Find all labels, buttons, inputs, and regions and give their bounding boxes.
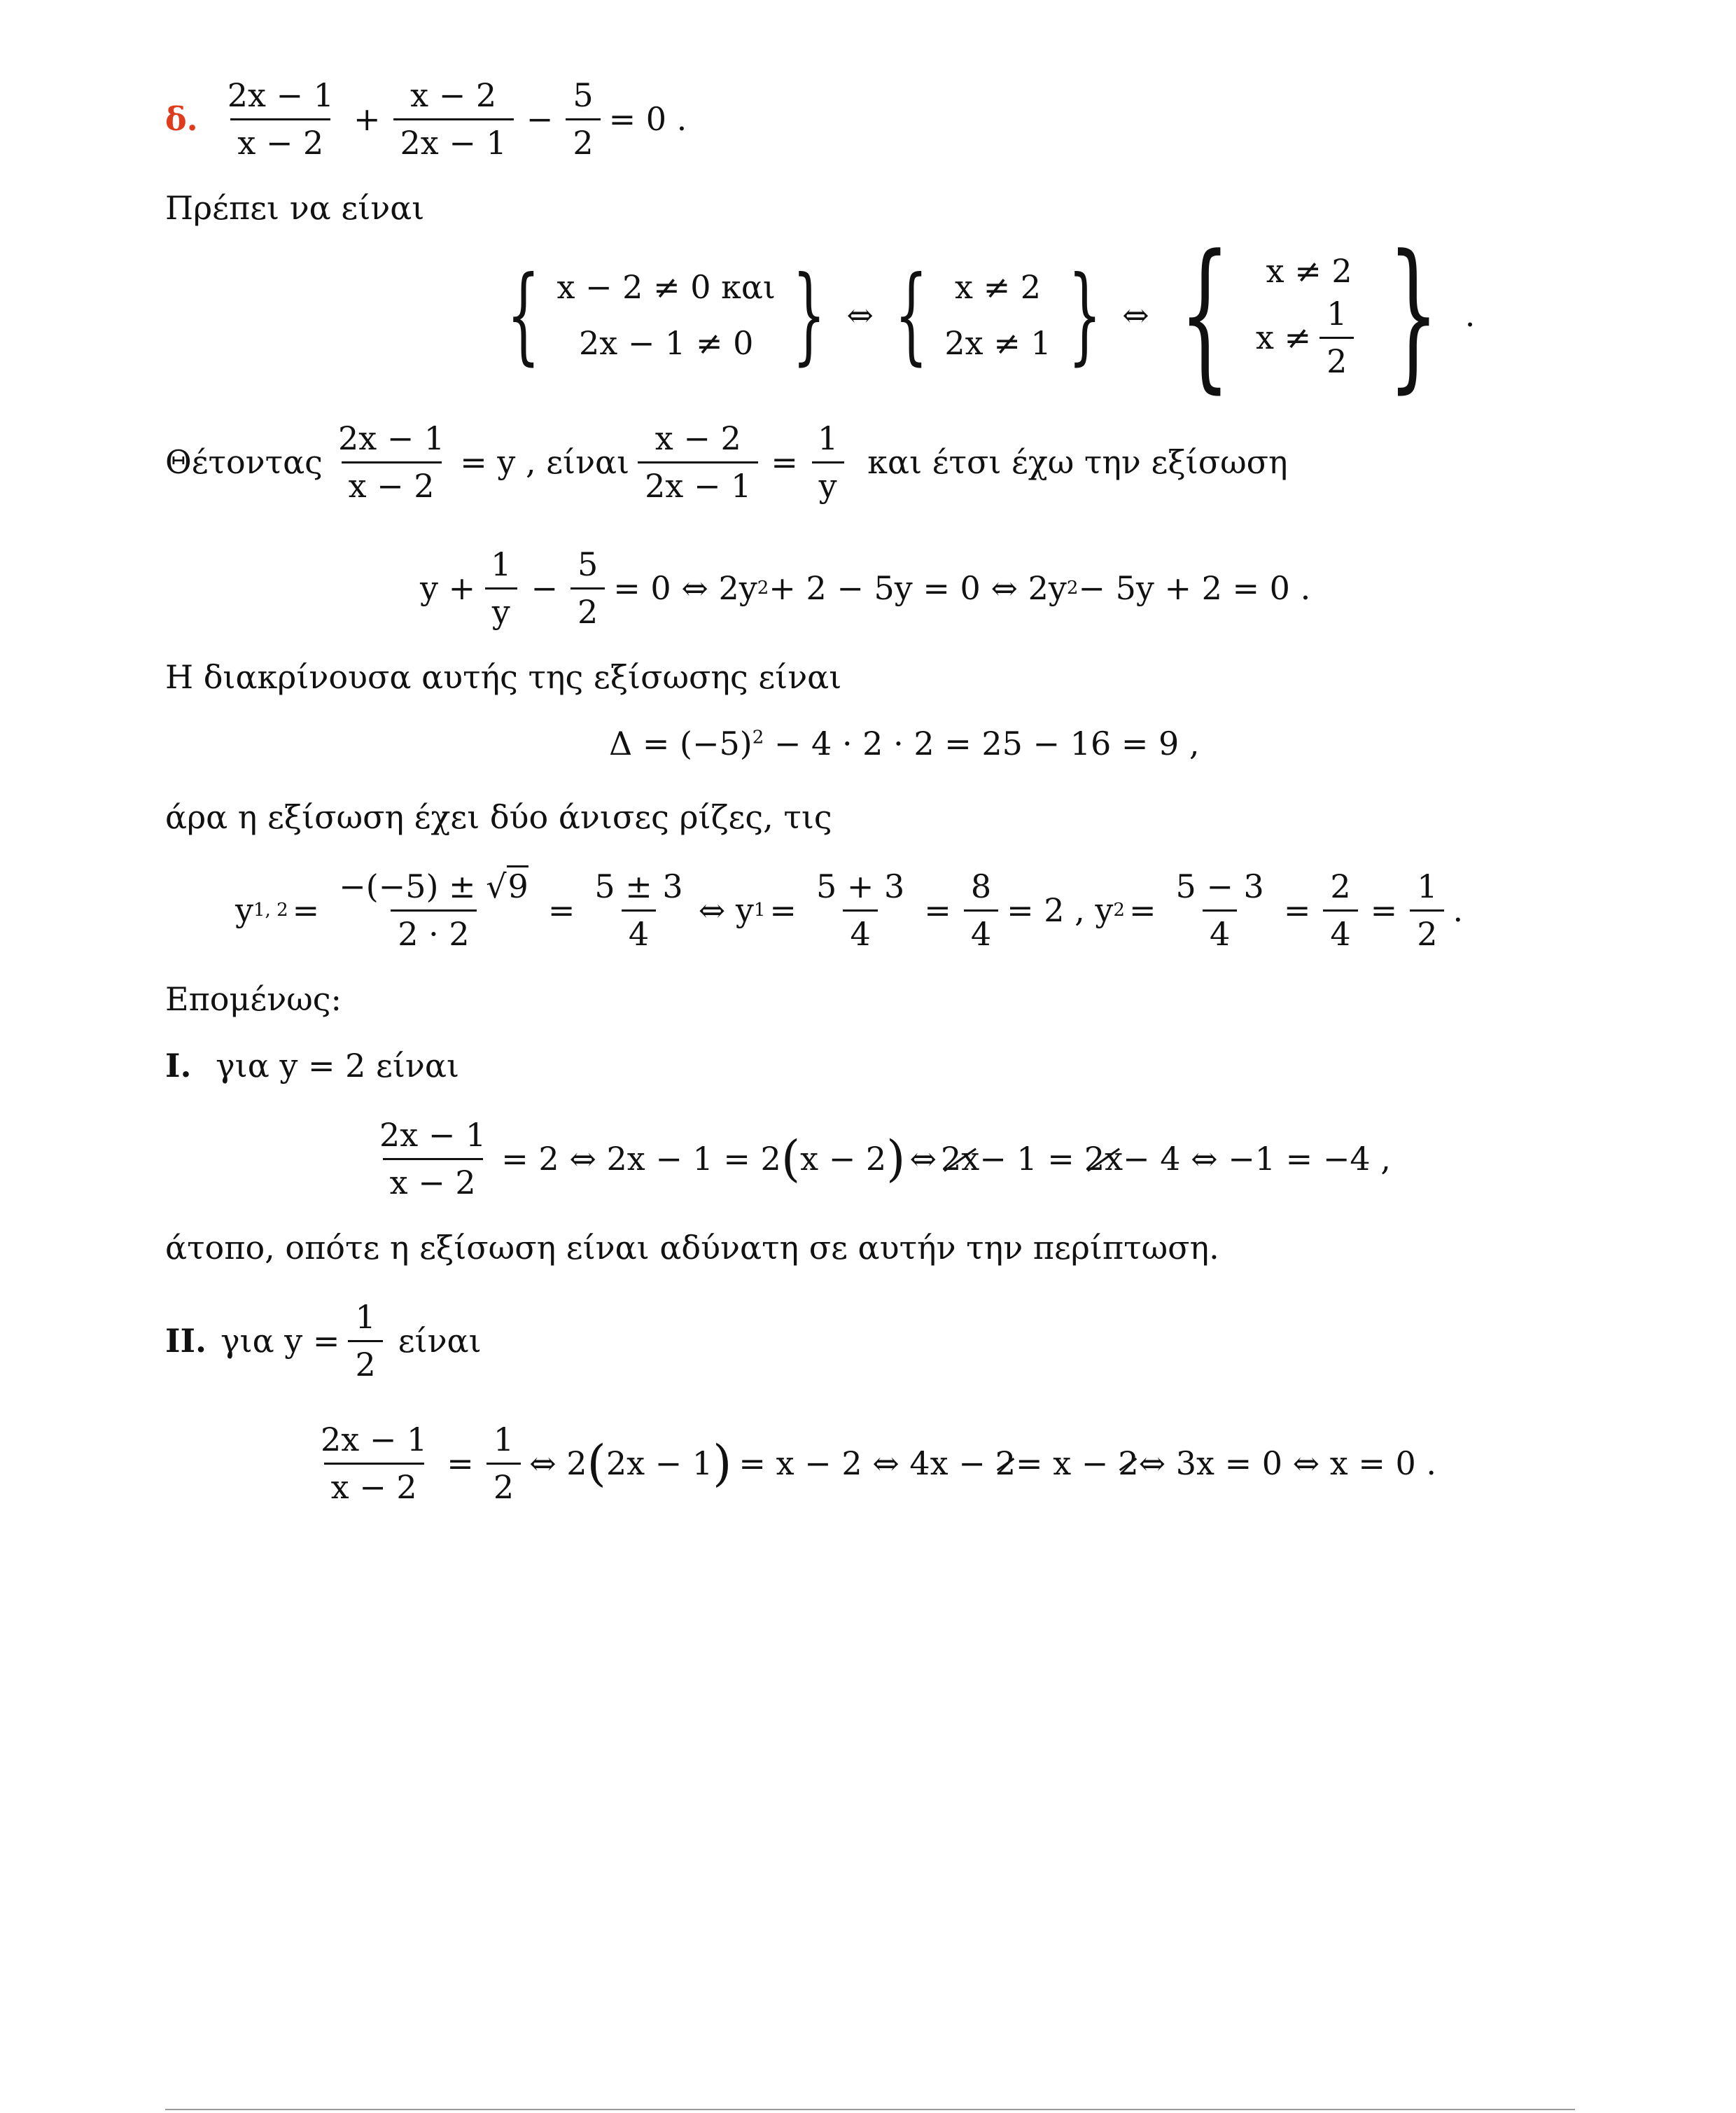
- case-2-equation: $\frac{2x - 1}{x - 2}$ = $\frac{1}{2}$ ⇔ 2 ( 2x − 1 ) = x − 2 ⇔ 4x − 2 = x − 2 ⇔ 3x = 0 ⇔ x = 0 .: [321, 1421, 1437, 1506]
- text-roots: άρα η εξίσωση έχει δύο άνισες ρίζες, τις: [165, 798, 832, 836]
- case-2-heading: II. για y = $\frac{1}{2}$ είναι: [165, 1298, 482, 1383]
- discriminant-formula: $\Delta = (-5)^2 - 4 \cdot 2 \cdot 2 = 25 - 16 = 9$ ,: [609, 725, 1200, 762]
- quadratic-equation: y + $\frac{1}{y}$ − $\frac{5}{2}$ = 0 ⇔ 2y 2 + 2 − 5y = 0 ⇔ 2y 2 − 5y + 2 = 0 .: [420, 545, 1311, 631]
- cancelled-term: 2x: [940, 1140, 980, 1178]
- text-absurd: άτοπο, οπότε η εξίσωση είναι αδύνατη σε αυτήν την περίπτωση.: [165, 1229, 1219, 1267]
- cancelled-term: 2: [995, 1444, 1016, 1482]
- substitution-line: Θέτοντας $\frac{2x - 1}{x - 2}$ = y , είναι $\frac{x - 2}{2x - 1}$ = $\frac{1}{y}$ και έτσι έχω την εξίσωση: [165, 419, 1288, 505]
- text-must-be: Πρέπει να είναι: [165, 189, 425, 227]
- case-1-heading: I. για y = 2 είναι: [165, 1047, 459, 1085]
- part-label: δ.: [165, 100, 198, 138]
- fraction: $\frac{5}{2}$: [566, 78, 600, 160]
- case-1-equation: $\frac{2x - 1}{x - 2}$ = 2 ⇔ 2x − 1 = 2 ( x − 2 ) ⇔ 2x − 1 = 2x − 4 ⇔ −1 = −4 ,: [379, 1116, 1391, 1201]
- roots-formula: y 1, 2 = $\frac{-(-5) \pm √9}{2 \cdot 2}$ = $\frac{5 \pm 3}{4}$ ⇔ y 1 = $\frac{5 + 3}{4}$ = $\frac{8}{4}$ = 2 , y 2 = $\frac{5 - 3}{4}$ = $\frac{2}{4}$ = $\frac{1}{2}$ .: [235, 861, 1463, 959]
- domain-conditions: { x − 2 ≠ 0 και 2x − 1 ≠ 0 } ⇔ { x ≠ 2 2x ≠ 1 } ⇔ { x ≠ 2 x ≠ $\frac{1}{2}$ } .: [506, 221, 1476, 408]
- main-equation: δ. $\frac{2x - 1}{x - 2}$ + $\frac{x - 2}{2x - 1}$ − $\frac{5}{2}$ = 0 .: [165, 76, 687, 162]
- cancelled-term: 2x: [1084, 1140, 1124, 1178]
- text-therefore: Επομένως:: [165, 980, 342, 1018]
- fraction: $\frac{x - 2}{2x - 1}$: [393, 78, 514, 160]
- text-discriminant: Η διακρίνουσα αυτής της εξίσωσης είναι: [165, 658, 842, 696]
- cancelled-term: 2: [1118, 1444, 1139, 1482]
- fraction: $\frac{2x - 1}{x - 2}$: [227, 76, 334, 162]
- footer-rule: [165, 2109, 1575, 2110]
